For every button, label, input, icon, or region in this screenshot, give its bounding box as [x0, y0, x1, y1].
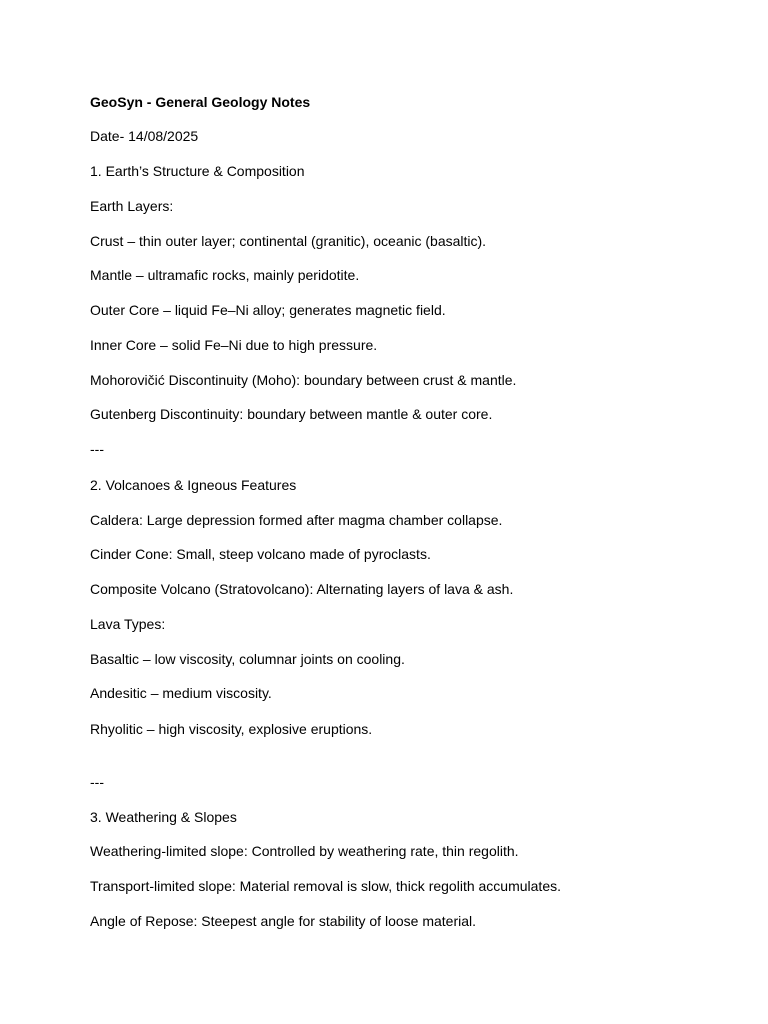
section-2-subheading: Lava Types: [90, 616, 166, 632]
section-1-item: Mantle – ultramafic rocks, mainly peridotite. [90, 267, 360, 283]
section-1-item: Mohorovičić Discontinuity (Moho): boundary between crust & mantle. [90, 372, 517, 388]
section-3-heading: 3. Weathering & Slopes [90, 809, 237, 825]
document-title: GeoSyn - General Geology Notes [90, 94, 311, 110]
lava-type-item: Andesitic – medium viscosity. [90, 685, 272, 701]
section-1-subheading: Earth Layers: [90, 198, 174, 214]
section-3-item: Angle of Repose: Steepest angle for stability of loose material. [90, 913, 476, 929]
section-3-item: Weathering-limited slope: Controlled by weathering rate, thin regolith. [90, 843, 519, 859]
section-1-item: Crust – thin outer layer; continental (granitic), oceanic (basaltic). [90, 233, 487, 249]
separator: --- [90, 774, 104, 790]
document-date: Date- 14/08/2025 [90, 128, 199, 144]
section-2-heading: 2. Volcanoes & Igneous Features [90, 477, 297, 493]
section-3-item: Transport-limited slope: Material removal is slow, thick regolith accumulates. [90, 878, 561, 894]
section-1-item: Outer Core – liquid Fe–Ni alloy; generates magnetic field. [90, 302, 446, 318]
section-2-item: Cinder Cone: Small, steep volcano made of pyroclasts. [90, 546, 431, 562]
section-2-item: Caldera: Large depression formed after magma chamber collapse. [90, 512, 503, 528]
section-2-item: Composite Volcano (Stratovolcano): Alternating layers of lava & ash. [90, 581, 514, 597]
lava-type-item: Basaltic – low viscosity, columnar joints on cooling. [90, 651, 405, 667]
lava-type-item: Rhyolitic – high viscosity, explosive eruptions. [90, 721, 373, 737]
separator: --- [90, 441, 104, 457]
section-1-heading: 1. Earth’s Structure & Composition [90, 163, 305, 179]
section-1-item: Inner Core – solid Fe–Ni due to high pressure. [90, 337, 378, 353]
section-1-item: Gutenberg Discontinuity: boundary between mantle & outer core. [90, 406, 493, 422]
